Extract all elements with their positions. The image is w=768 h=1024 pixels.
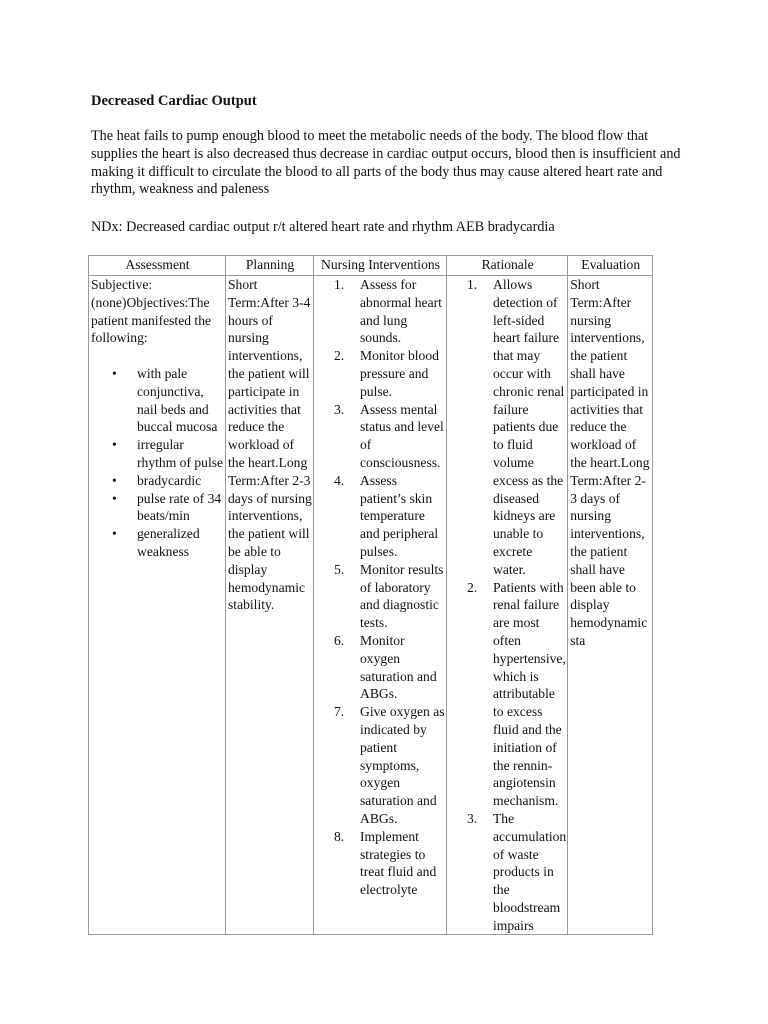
list-item [316, 632, 445, 703]
item-number: 8. [334, 828, 345, 844]
header-interventions: Nursing Interventions [314, 256, 447, 276]
item-text: Assess mental status and level of consciousness. [360, 401, 444, 470]
item-number: 2. [334, 348, 345, 364]
list-item [316, 561, 445, 632]
list-item [316, 703, 445, 828]
item-text: Allows detection of left-sided heart failure that may occur with chronic renal failure patients due to fluid volume excess as the diseased kidneys are unable to excrete water. [493, 277, 565, 577]
item-number: 5. [334, 561, 345, 577]
item-number: 1. [467, 277, 478, 292]
item-text: Monitor results of laboratory and diagnostic tests. [360, 561, 444, 631]
rationale-list [449, 276, 566, 934]
list-item [316, 401, 445, 472]
nursing-diagnosis: NDx: Decreased cardiac output r/t altered heart rate and rhythm AEB bradycardia [91, 219, 555, 235]
header-evaluation: Evaluation [568, 256, 653, 276]
item-number: 2. [467, 579, 478, 595]
list-item: • generalized weakness [91, 525, 224, 561]
interventions-list [316, 276, 445, 899]
header-assessment: Assessment [89, 256, 226, 276]
item-text: Assess patient’s skin temperature and peripheral pulses. [360, 472, 439, 559]
item-number: 7. [334, 704, 345, 720]
list-item [316, 276, 445, 347]
list-item [449, 579, 566, 810]
table-row [89, 276, 653, 935]
assessment-cell [89, 276, 226, 935]
item-text: Patients with renal failure are most often hypertensive, which is attributable to excess fluid and the initiation of the rennin-angiotensin mechanism. [493, 579, 566, 809]
header-rationale: Rationale [447, 256, 568, 276]
document-title: Decreased Cardiac Output [91, 93, 257, 109]
list-item [316, 828, 445, 899]
list-item: • irregular rhythm of pulse [91, 436, 224, 472]
item-number: 1. [334, 277, 345, 292]
assessment-list [91, 365, 224, 561]
item-text: Monitor blood pressure and pulse. [360, 348, 439, 399]
item-number: 3. [467, 810, 478, 826]
item-text: Monitor oxygen saturation and ABGs. [360, 632, 437, 702]
intro-paragraph: The heat fails to pump enough blood to meet the metabolic needs of the body. The blood flow that supplies the heart is also decreased thus decrease in cardiac output occurs, blood then is insufficient and making it difficult to circulate the blood to all parts of the body thus may cause altered heart rate and rhythm, weakness and paleness [91, 128, 681, 198]
item-text: Implement strategies to treat fluid and electrolyte [360, 828, 437, 898]
assessment-intro: Subjective: (none)Objectives:The patient manifested the following: [91, 277, 212, 346]
list-item: • bradycardic [91, 472, 224, 490]
list-item: • with pale conjunctiva, nail beds and buccal mucosa [91, 365, 224, 436]
item-text: Give oxygen as indicated by patient symptoms, oxygen saturation and ABGs. [360, 704, 445, 826]
item-number: 6. [334, 632, 345, 648]
evaluation-cell: Short Term:After nursing interventions, the patient shall have participated in activities that reduce the workload of the heart.Long Term:After 2-3 days of nursing interventions, the patient shall have been able to display hemodynamic sta [568, 276, 653, 935]
list-item: • pulse rate of 34 beats/min [91, 490, 224, 526]
planning-cell: Short Term:After 3-4 hours of nursing interventions, the patient will participate in activities that reduce the workload of the heart.Long Term:After 2-3 days of nursing interventions, the patient will be able to display hemodynamic stability. [226, 276, 314, 935]
list-item [449, 276, 566, 579]
list-item [316, 347, 445, 400]
header-planning: Planning [226, 256, 314, 276]
care-plan-table [88, 255, 653, 935]
list-item [316, 472, 445, 561]
list-item [449, 810, 566, 935]
item-text: The accumulation of waste products in the bloodstream impairs [493, 810, 567, 933]
rationale-cell [447, 276, 568, 935]
item-text: Assess for abnormal heart and lung sounds. [360, 277, 442, 346]
table-header-row [89, 256, 653, 276]
item-number: 3. [334, 401, 345, 417]
item-number: 4. [334, 472, 345, 488]
interventions-cell [314, 276, 447, 935]
